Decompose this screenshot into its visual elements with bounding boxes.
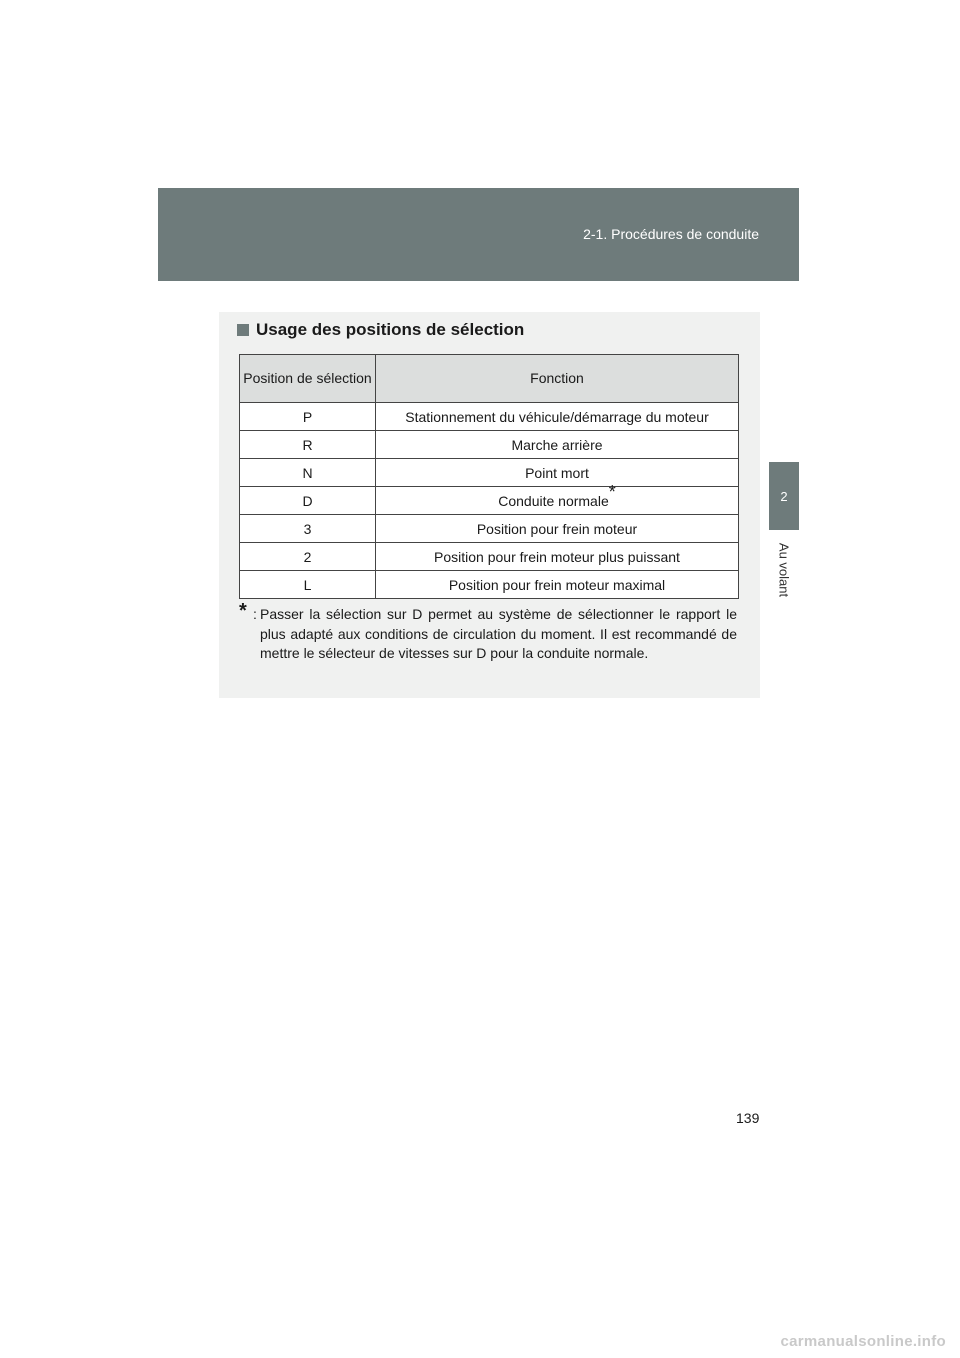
- function-cell: Marche arrière: [376, 431, 739, 459]
- position-cell: P: [240, 403, 376, 431]
- table-row: [240, 403, 739, 431]
- header-function: Fonction: [376, 355, 739, 403]
- table-row: [240, 515, 739, 543]
- chapter-tab: [769, 462, 799, 530]
- function-cell: Stationnement du véhicule/démarrage du moteur: [376, 403, 739, 431]
- table-row: [240, 459, 739, 487]
- function-cell: Point mort: [376, 459, 739, 487]
- position-cell: 2: [240, 543, 376, 571]
- footnote: [239, 600, 737, 664]
- function-cell: Position pour frein moteur: [376, 515, 739, 543]
- table-header-row: [240, 355, 739, 403]
- function-cell: [376, 481, 739, 515]
- header-position: Position de sélection: [240, 355, 376, 403]
- function-cell: Position pour frein moteur plus puissant: [376, 543, 739, 571]
- chapter-number: 2: [780, 489, 788, 504]
- footnote-text: Passer la sélection sur D permet au système de sélectionner le rapport le plus adapté aux conditions de circulation du moment. Il est recommandé de mettre le sélecteur de vitesses sur D pour la conduite normale.: [260, 606, 737, 661]
- square-bullet-icon: [237, 324, 249, 336]
- chapter-label: Au volant: [776, 542, 792, 598]
- header-bar: [158, 188, 799, 281]
- page-number: 139: [736, 1110, 760, 1126]
- section-heading-text: Usage des positions de sélection: [256, 320, 525, 339]
- section-heading: [237, 320, 524, 340]
- function-text: Conduite normale: [498, 492, 609, 509]
- position-cell: R: [240, 431, 376, 459]
- watermark: carmanualsonline.info: [780, 1333, 946, 1350]
- footnote-asterisk: *: [239, 600, 247, 622]
- position-cell: 3: [240, 515, 376, 543]
- table-row: [240, 431, 739, 459]
- footnote-colon: :: [253, 606, 257, 622]
- selection-positions-table: [239, 354, 739, 599]
- section-title: 2-1. Procédures de conduite: [583, 226, 759, 242]
- table-row: [240, 543, 739, 571]
- position-cell: N: [240, 459, 376, 487]
- table-row: [240, 571, 739, 599]
- position-cell: D: [240, 487, 376, 515]
- footnote-marker: *: [608, 481, 616, 502]
- position-cell: L: [240, 571, 376, 599]
- function-cell: Position pour frein moteur maximal: [376, 571, 739, 599]
- table-row: [240, 487, 739, 515]
